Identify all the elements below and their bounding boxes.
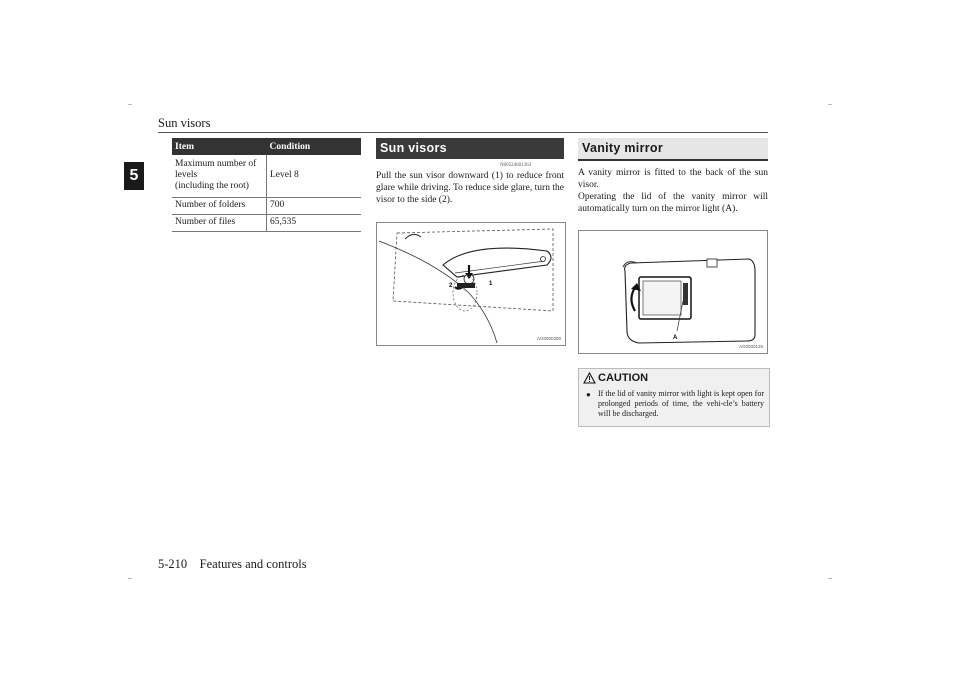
caution-text: If the lid of vanity mirror with light is kept open for prolonged periods of time, the vehi-cle’s battery will be discharged. (598, 389, 764, 418)
crop-mark (828, 104, 832, 105)
table-header-row (172, 138, 361, 155)
chapter-tab: 5 (124, 162, 144, 190)
table-cell-item: Number of folders (172, 197, 267, 214)
caution-box (578, 368, 770, 427)
caution-title: CAUTION (598, 372, 649, 384)
header-rule (158, 132, 768, 133)
page-header-title: Sun visors (158, 116, 211, 130)
crop-mark (128, 578, 132, 579)
vanity-mirror-heading: Vanity mirror (578, 138, 768, 161)
callout-a: A (673, 335, 678, 341)
table-cell-condition: 65,535 (267, 214, 362, 231)
figure-code: AG0000300 (536, 336, 561, 341)
item-line: Maximum number of (175, 158, 257, 169)
table-row (172, 155, 361, 197)
page-footer: 5-210 Features and controls (158, 557, 307, 571)
crop-mark (128, 104, 132, 105)
vanity-mirror-figure (578, 230, 768, 354)
vanity-mirror-illustration (579, 231, 767, 353)
table-cell-item: Number of files (172, 214, 267, 231)
spec-table (172, 138, 361, 232)
figure-code: AG0000125 (738, 344, 763, 349)
table-cell-condition: 700 (267, 197, 362, 214)
caution-heading (583, 372, 648, 384)
crop-mark (828, 578, 832, 579)
column-header-condition: Condition (267, 138, 362, 155)
item-line: (including the root) (175, 181, 249, 192)
callout-1: 1 (489, 281, 493, 287)
vanity-mirror-text-1: A vanity mirror is fitted to the back of the sun visor. (578, 168, 768, 190)
warning-triangle-icon (583, 372, 596, 384)
bullet-icon: ● (586, 390, 591, 399)
section-code: N00524601363 (500, 163, 532, 168)
sun-visor-figure (376, 222, 566, 346)
table-cell-item (172, 155, 267, 197)
vanity-mirror-text-2: Operating the lid of the vanity mirror will automatically turn on the mirror light (A). (578, 192, 768, 214)
item-line: levels (175, 170, 198, 181)
column-header-item: Item (172, 138, 267, 155)
table-row (172, 197, 361, 214)
sun-visors-text: Pull the sun visor downward (1) to reduce front glare while driving. To reduce side glare, turn the visor to the side (2). (376, 171, 564, 205)
callout-2: 2 (449, 283, 453, 289)
sun-visor-illustration (377, 223, 565, 345)
table-row (172, 214, 361, 231)
sun-visors-heading: Sun visors (376, 138, 564, 159)
table-cell-condition: Level 8 (267, 155, 362, 197)
